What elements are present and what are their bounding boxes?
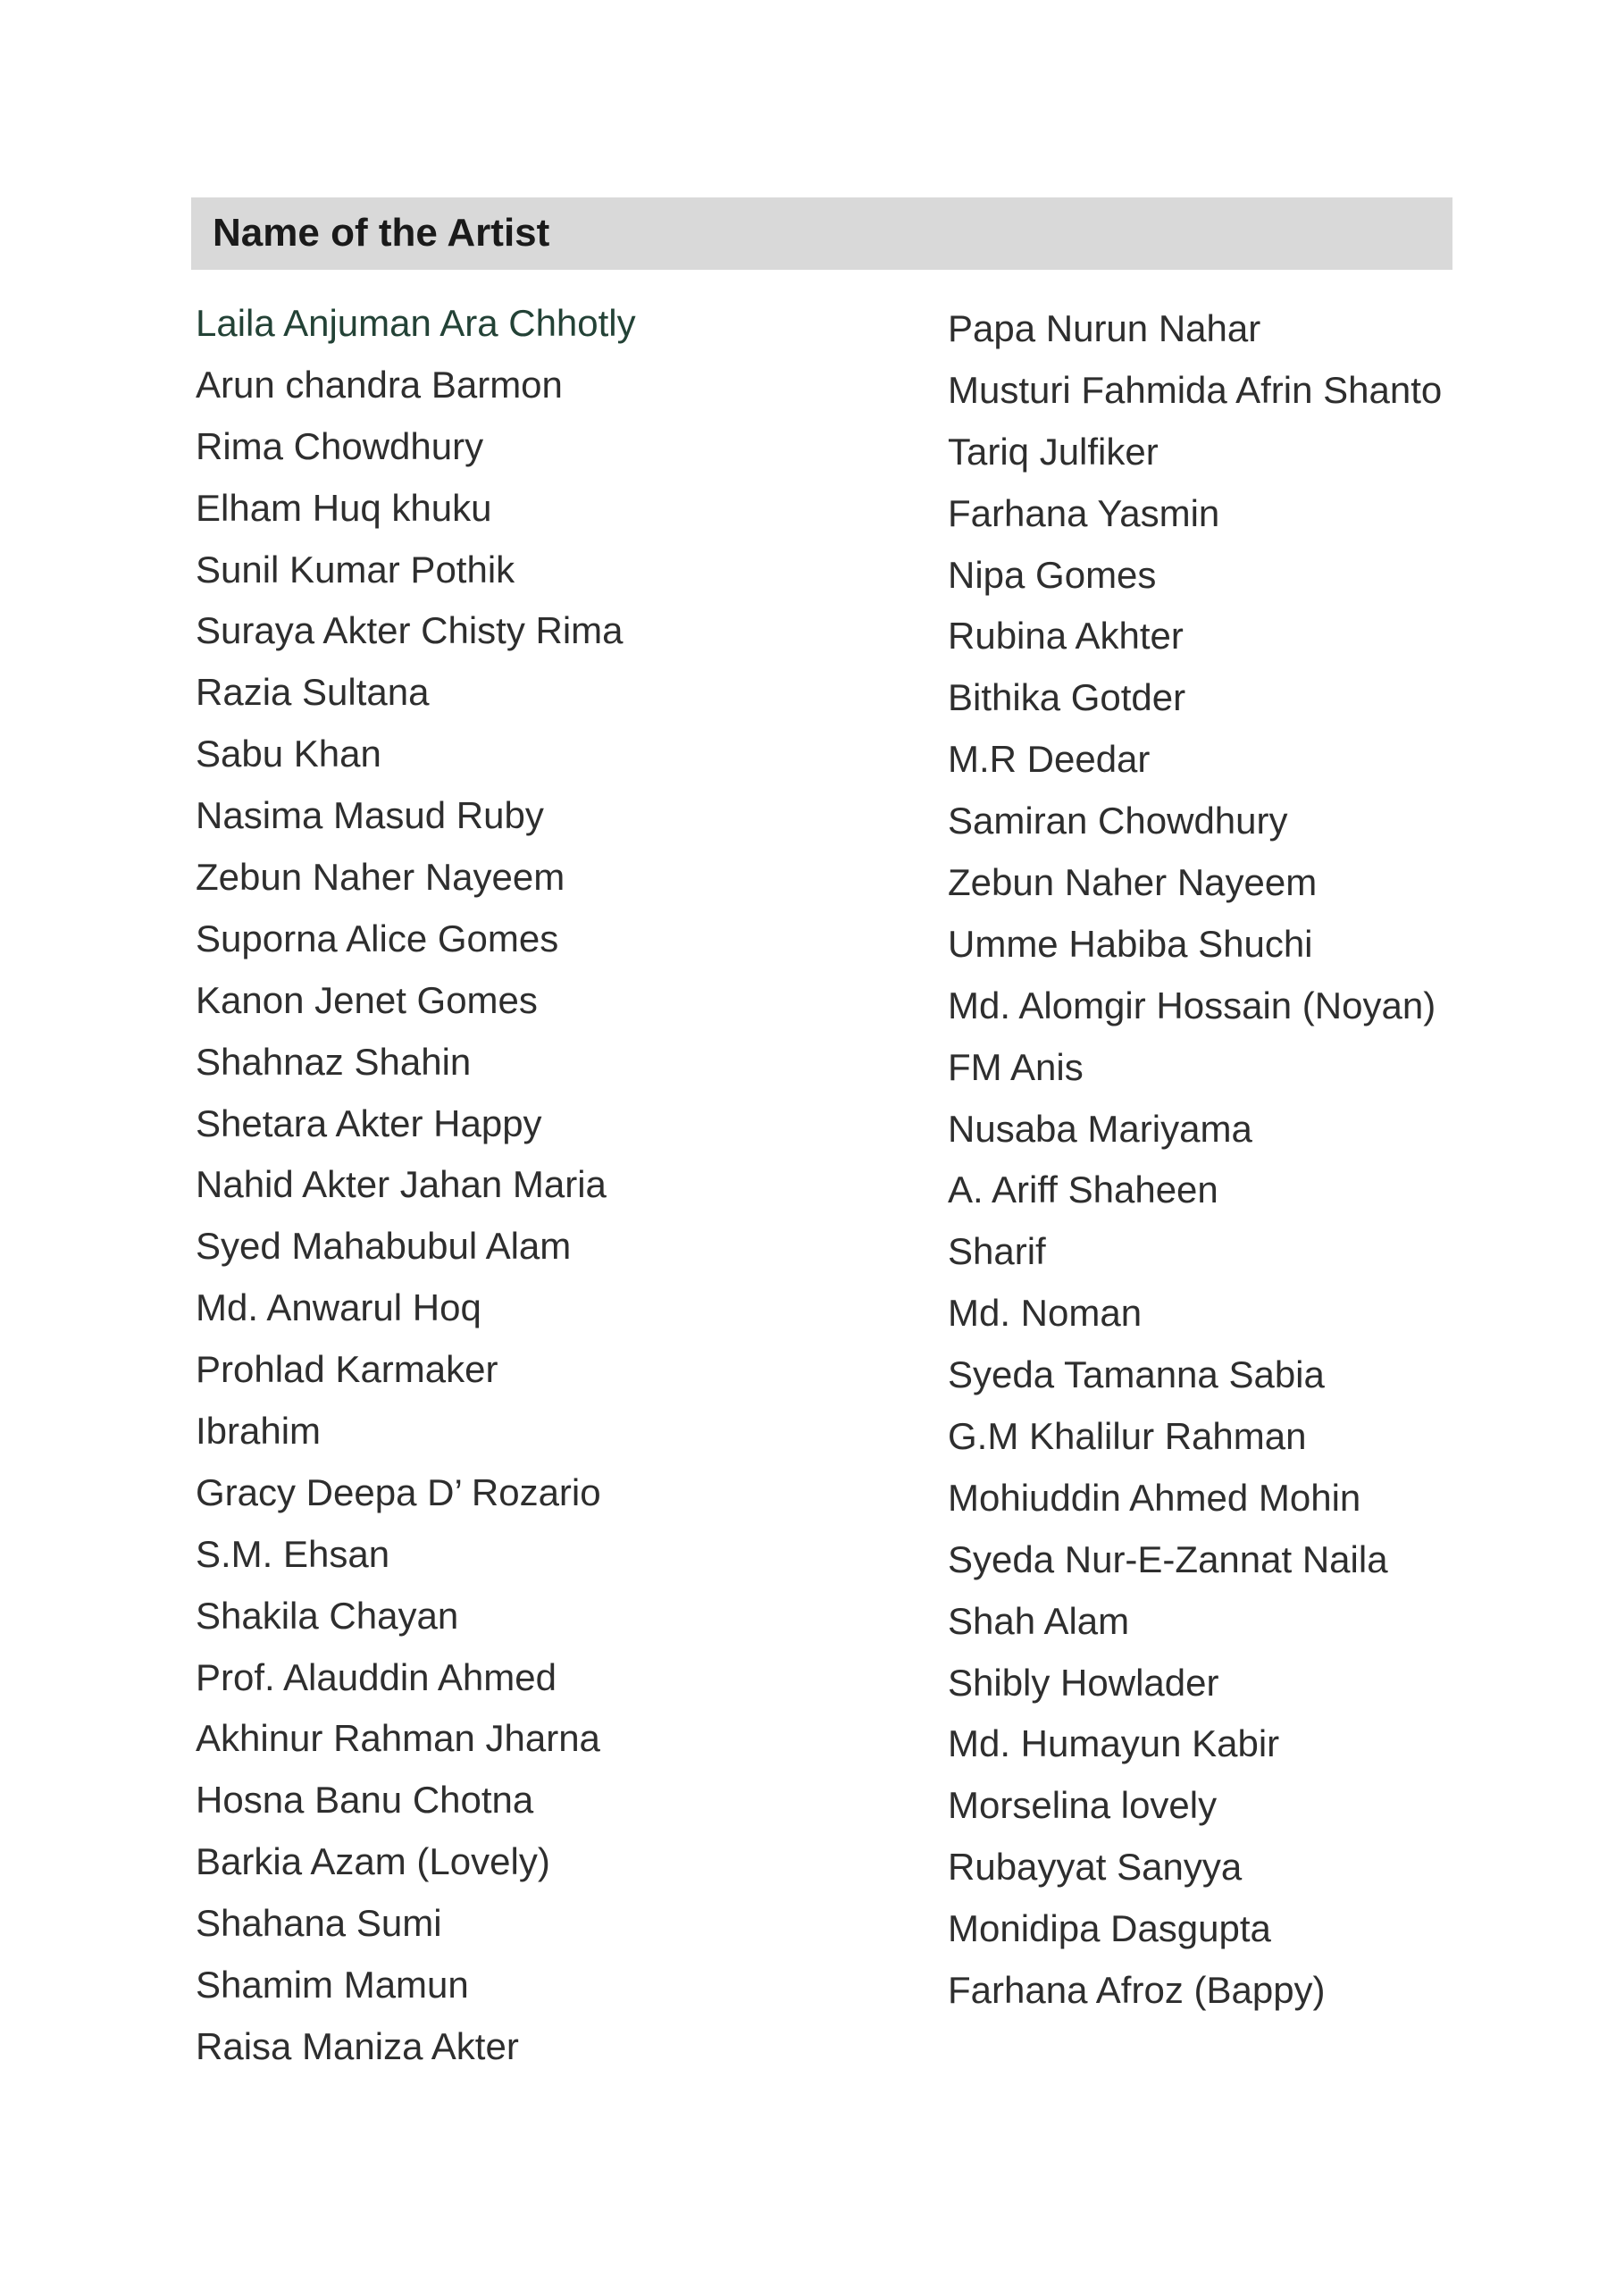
artist-list-right [948, 298, 1609, 2022]
list-item: Shahnaz Shahin [196, 1040, 472, 1083]
list-item: Shibly Howlader [948, 1661, 1219, 1704]
list-item: Shetara Akter Happy [196, 1102, 542, 1144]
list-item: Sharif [948, 1230, 1046, 1273]
list-item: M.R Deedar [948, 738, 1151, 781]
list-item: Papa Nurun Nahar [948, 307, 1261, 349]
list-item: A. Ariff Shaheen [948, 1169, 1218, 1211]
list-item: Syeda Nur-E-Zannat Naila [948, 1537, 1388, 1580]
list-item: Md. Humayun Kabir [948, 1722, 1280, 1765]
list-item: Md. Anwarul Hoq [196, 1286, 481, 1329]
list-item: Akhinur Rahman Jharna [196, 1717, 600, 1760]
list-item: Syeda Tamanna Sabia [948, 1353, 1325, 1396]
list-item: S.M. Ehsan [196, 1532, 390, 1575]
list-item: Rubina Akhter [948, 615, 1184, 658]
list-item: Nasima Masud Ruby [196, 794, 544, 837]
list-item: Mohiuddin Ahmed Mohin [948, 1476, 1361, 1519]
list-item: Shah Alam [948, 1599, 1130, 1642]
list-item: Elham Huq khuku [196, 486, 492, 529]
list-item: Musturi Fahmida Afrin Shanto [948, 368, 1443, 411]
list-item: Rima Chowdhury [196, 424, 484, 467]
artist-list-left [196, 293, 875, 2078]
list-item: Bithika Gotder [948, 676, 1186, 719]
list-item: Nusaba Mariyama [948, 1107, 1252, 1150]
list-item: Ibrahim [196, 1410, 322, 1453]
list-item: Zebun Naher Nayeem [196, 856, 565, 899]
page-title: Name of the Artist [213, 211, 550, 255]
list-item: Raisa Maniza Akter [196, 2024, 519, 2067]
list-item: Nahid Akter Jahan Maria [196, 1163, 607, 1206]
list-item: Rubayyat Sanyya [948, 1846, 1243, 1889]
list-item: Md. Noman [948, 1292, 1143, 1335]
list-item: Barkia Azam (Lovely) [196, 1840, 550, 1883]
list-item: Suporna Alice Gomes [196, 917, 559, 959]
list-item: Samiran Chowdhury [948, 800, 1288, 842]
list-item: Gracy Deepa D’ Rozario [196, 1470, 601, 1513]
list-item: Monidipa Dasgupta [948, 1907, 1271, 1950]
header-bar [191, 197, 1452, 270]
list-item: Suraya Akter Chisty Rima [196, 609, 624, 652]
list-item: Farhana Afroz (Bappy) [948, 1969, 1326, 2012]
list-item: Sunil Kumar Pothik [196, 548, 515, 591]
list-item: FM Anis [948, 1045, 1084, 1088]
list-item: Kanon Jenet Gomes [196, 978, 538, 1021]
list-item: Md. Alomgir Hossain (Noyan) [948, 984, 1436, 1026]
list-item: Arun chandra Barmon [196, 363, 563, 406]
list-item: Prof. Alauddin Ahmed [196, 1655, 557, 1698]
list-item: Umme Habiba Shuchi [948, 922, 1313, 965]
list-item: Shamim Mamun [196, 1964, 469, 2006]
list-item: Farhana Yasmin [948, 491, 1220, 534]
list-item: Sabu Khan [196, 733, 381, 775]
list-item: Hosna Banu Chotna [196, 1779, 534, 1822]
list-item: Razia Sultana [196, 671, 430, 714]
list-item: Syed Mahabubul Alam [196, 1225, 572, 1268]
list-item: Morselina lovely [948, 1784, 1218, 1827]
list-item: Tariq Julfiker [948, 430, 1159, 473]
list-item: Zebun Naher Nayeem [948, 861, 1318, 904]
list-item: Shahana Sumi [196, 1902, 442, 1945]
list-item: Prohlad Karmaker [196, 1348, 498, 1391]
list-item: Nipa Gomes [948, 553, 1157, 596]
list-item: Shakila Chayan [196, 1594, 459, 1637]
list-item: Laila Anjuman Ara Chhotly [196, 302, 636, 344]
list-item: G.M Khalilur Rahman [948, 1415, 1307, 1458]
